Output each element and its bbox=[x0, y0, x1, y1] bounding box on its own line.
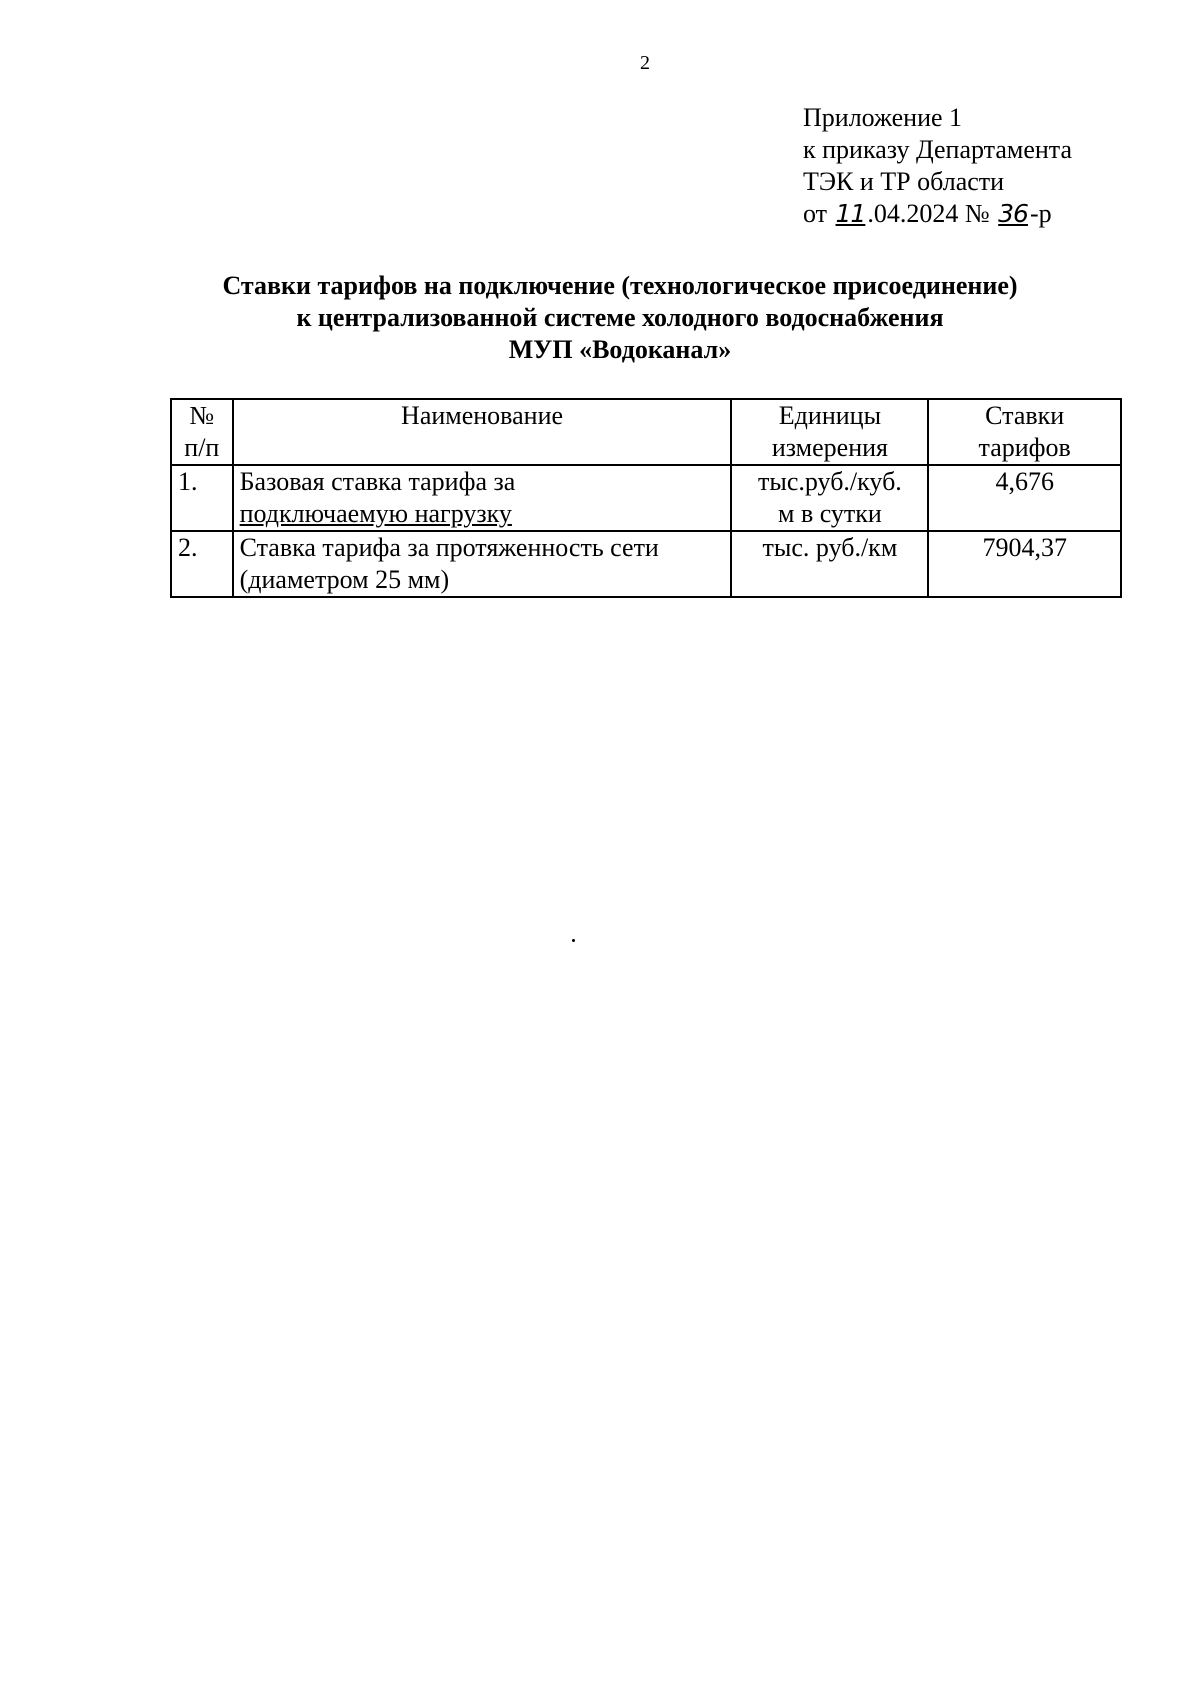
row-unit: тыс. руб./км bbox=[731, 531, 928, 597]
header-no-line1: № bbox=[189, 401, 215, 430]
header-rate-line1: Ставки bbox=[985, 401, 1065, 430]
row-name bbox=[233, 531, 732, 597]
date-rest: .04.2024 № bbox=[867, 199, 990, 228]
header-unit-line1: Единицы bbox=[778, 401, 882, 430]
row-rate: 7904,37 bbox=[928, 531, 1121, 597]
row-name bbox=[233, 465, 732, 531]
appendix-block bbox=[803, 102, 1072, 230]
row-name-line2: подключаемую нагрузку bbox=[239, 499, 512, 528]
header-unit-line2: измерения bbox=[771, 433, 888, 462]
row-rate: 4,676 bbox=[928, 465, 1121, 531]
header-no-line2: п/п bbox=[184, 433, 220, 462]
table-header-row bbox=[171, 399, 1121, 465]
row-unit bbox=[731, 465, 928, 531]
order-number-handwritten: 36 bbox=[998, 199, 1028, 228]
appendix-title: Приложение 1 bbox=[803, 103, 963, 132]
appendix-order-ref: к приказу Департамента bbox=[803, 135, 1073, 164]
row-unit-line2: м в сутки bbox=[778, 499, 882, 528]
table-row bbox=[171, 531, 1121, 597]
header-no bbox=[171, 399, 233, 465]
row-name-line2: (диаметром 25 мм) bbox=[239, 565, 450, 594]
row-number: 1. bbox=[171, 465, 233, 531]
header-unit bbox=[731, 399, 928, 465]
appendix-department: ТЭК и ТР области bbox=[803, 167, 1005, 196]
title-line-1: Ставки тарифов на подключение (технологическое присоединение) bbox=[222, 271, 1018, 300]
table-row bbox=[171, 465, 1121, 531]
title-line-2: к централизованной системе холодного водоснабжения bbox=[296, 303, 944, 332]
header-name: Наименование bbox=[233, 399, 732, 465]
row-name-line1: Ставка тарифа за протяженность сети bbox=[239, 533, 659, 562]
order-suffix: -р bbox=[1029, 199, 1052, 228]
row-unit-line1: тыс.руб./куб. bbox=[758, 467, 902, 496]
appendix-date-line bbox=[803, 198, 1072, 230]
date-prefix: от bbox=[803, 199, 828, 228]
row-name-line1: Базовая ставка тарифа за bbox=[239, 467, 516, 496]
scan-speck bbox=[572, 939, 575, 942]
header-rate-line2: тарифов bbox=[978, 433, 1071, 462]
date-day-handwritten: 11 bbox=[835, 199, 866, 228]
tariffs-table bbox=[170, 398, 1122, 598]
page-number: 2 bbox=[640, 52, 650, 74]
title-line-3: МУП «Водоканал» bbox=[508, 335, 732, 364]
document-title bbox=[150, 270, 1090, 366]
row-number: 2. bbox=[171, 531, 233, 597]
header-rate bbox=[928, 399, 1121, 465]
